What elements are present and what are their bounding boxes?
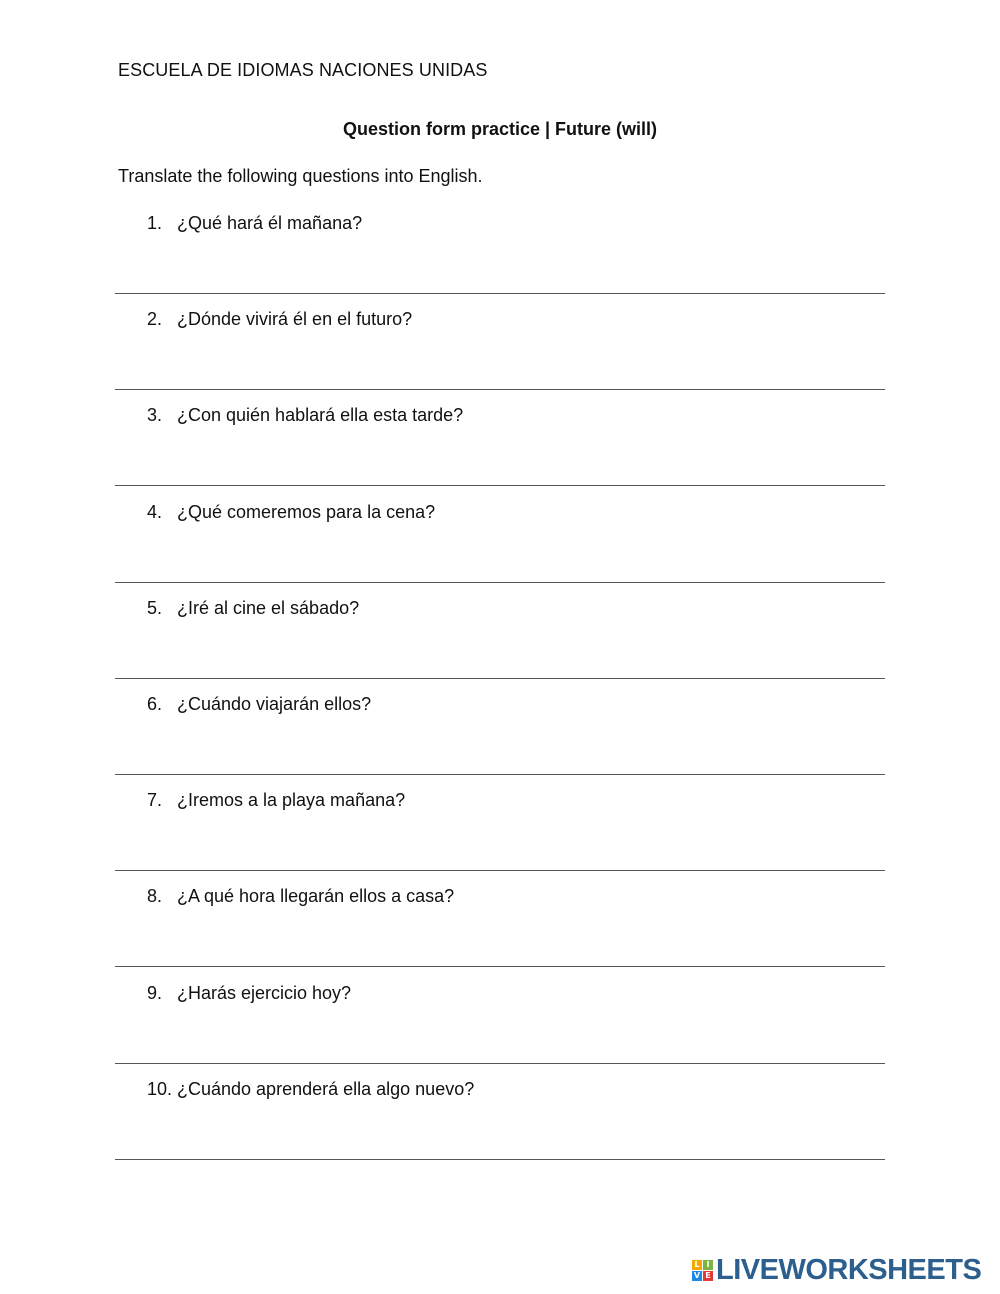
answer-field[interactable] [177,260,881,292]
question-item [0,789,1000,885]
question-item [0,404,1000,500]
answer-field[interactable] [177,1030,881,1062]
answer-line [115,774,885,775]
question-item [0,982,1000,1078]
question-item [0,597,1000,693]
question-item [0,693,1000,789]
answer-line [115,678,885,679]
question-list [0,212,1000,1174]
question-number: 10. [147,1078,173,1099]
answer-field[interactable] [177,452,881,484]
answer-line [115,389,885,390]
question-item [0,212,1000,308]
answer-field[interactable] [177,645,881,677]
answer-line [115,293,885,294]
question-text: ¿A qué hora llegarán ellos a casa? [177,886,455,907]
question-item [0,308,1000,404]
question-text: ¿Iremos a la playa mañana? [177,790,406,811]
school-name: ESCUELA DE IDIOMAS NACIONES UNIDAS [118,60,488,80]
answer-field[interactable] [177,549,881,581]
question-number: 4. [147,501,163,522]
question-number: 7. [147,790,163,811]
question-number: 6. [147,693,163,714]
question-number: 3. [147,405,163,426]
answer-line [115,1063,885,1064]
answer-line [115,485,885,486]
answer-field[interactable] [177,356,881,388]
question-number: 5. [147,597,163,618]
instructions: Translate the following questions into English. [118,166,483,186]
question-text: ¿Qué hará él mañana? [177,213,363,233]
answer-field[interactable] [177,741,881,773]
question-item [0,885,1000,981]
worksheet-title: Question form practice | Future (will) [342,119,658,139]
answer-line [115,582,885,583]
question-number: 8. [147,886,163,907]
question-text: ¿Harás ejercicio hoy? [177,982,352,1003]
logo-mark-cell: I [703,1260,713,1270]
question-text: ¿Con quién hablará ella esta tarde? [177,405,464,426]
question-text: ¿Dónde vivirá él en el futuro? [177,309,413,330]
logo-mark-cell: E [703,1271,713,1281]
answer-field[interactable] [177,837,881,869]
question-item [0,501,1000,597]
question-number: 1. [147,213,163,233]
logo-text: LIVEWORKSHEETS [716,1254,982,1286]
logo-mark-cell: L [692,1260,702,1270]
answer-field[interactable] [177,1126,881,1158]
answer-line [115,1159,885,1160]
question-text: ¿Cuándo aprenderá ella algo nuevo? [177,1078,475,1099]
question-number: 2. [147,309,163,330]
logo-mark-cell: V [693,1270,701,1280]
answer-line [115,966,885,967]
question-text: ¿Iré al cine el sábado? [177,597,360,618]
question-number: 9. [147,982,163,1003]
answer-field[interactable] [177,933,881,965]
liveworksheets-logo-icon [692,1260,713,1281]
answer-line [115,870,885,871]
question-text: ¿Cuándo viajarán ellos? [177,693,372,714]
question-text: ¿Qué comeremos para la cena? [177,501,436,522]
question-item [0,1078,1000,1174]
liveworksheets-logo [692,1255,981,1285]
